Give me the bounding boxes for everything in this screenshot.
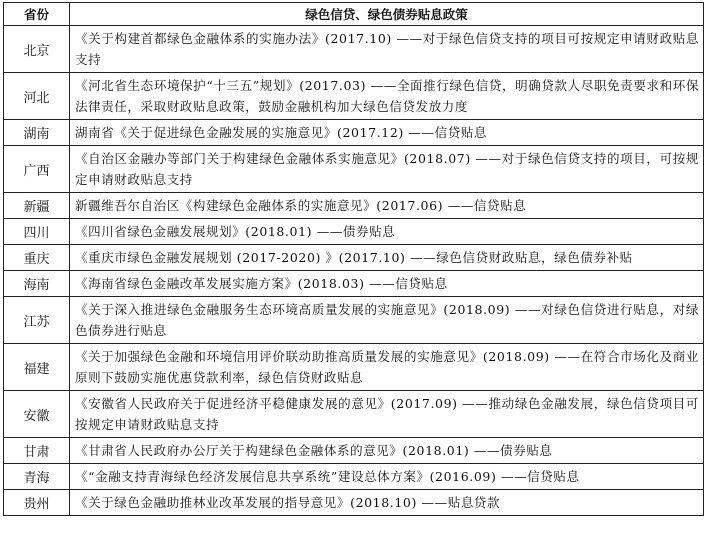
province-cell: 北京 xyxy=(4,26,70,73)
province-cell: 福建 xyxy=(4,344,70,391)
province-cell: 河北 xyxy=(4,73,70,120)
province-cell: 四川 xyxy=(4,219,70,245)
policy-cell: 《“金融支持青海绿色经济发展信息共享系统”建设总体方案》(2016.09) ——信贷贴息 xyxy=(70,464,704,490)
policy-cell: 湖南省《关于促进绿色金融发展的实施意见》(2017.12) ——信贷贴息 xyxy=(70,120,704,146)
column-header-province: 省份 xyxy=(4,3,70,26)
table-row xyxy=(4,73,704,120)
policy-cell: 《关于加强绿色金融和环境信用评价联动助推高质量发展的实施意见》(2018.09) ——在符合市场化及商业原则下鼓励实施优惠贷款利率，绿色信贷财政贴息 xyxy=(70,344,704,391)
table-row xyxy=(4,271,704,297)
table-row xyxy=(4,146,704,193)
policy-cell: 《四川省绿色金融发展规划》(2018.01) ——债券贴息 xyxy=(70,219,704,245)
table-row xyxy=(4,120,704,146)
province-cell: 贵州 xyxy=(4,490,70,516)
policy-cell: 《甘肃省人民政府办公厅关于构建绿色金融体系的意见》(2018.01) ——债券贴息 xyxy=(70,438,704,464)
table-row xyxy=(4,490,704,516)
province-cell: 广西 xyxy=(4,146,70,193)
policy-cell: 《关于构建首都绿色金融体系的实施办法》(2017.10) ——对于绿色信贷支持的项目可按规定申请财政贴息支持 xyxy=(70,26,704,73)
table-row xyxy=(4,391,704,438)
policy-cell: 新疆维吾尔自治区《构建绿色金融体系的实施意见》(2017.06) ——信贷贴息 xyxy=(70,193,704,219)
policy-table xyxy=(3,2,704,516)
policy-cell: 《海南省绿色金融改革发展实施方案》(2018.03) ——信贷贴息 xyxy=(70,271,704,297)
province-cell: 甘肃 xyxy=(4,438,70,464)
policy-cell: 《河北省生态环境保护“十三五”规划》(2017.03) ——全面推行绿色信贷，明确贷款人尽职免责要求和环保法律责任，采取财政贴息政策，鼓励金融机构加大绿色信贷发放力度 xyxy=(70,73,704,120)
province-cell: 青海 xyxy=(4,464,70,490)
province-cell: 重庆 xyxy=(4,245,70,271)
policy-cell: 《重庆市绿色金融发展规划 (2017-2020) 》(2017.10) ——绿色信贷财政贴息，绿色债券补贴 xyxy=(70,245,704,271)
policy-cell: 《安徽省人民政府关于促进经济平稳健康发展的意见》(2017.09) ——推动绿色金融发展，绿色信贷项目可按规定申请财政贴息支持 xyxy=(70,391,704,438)
table-row xyxy=(4,193,704,219)
table-row xyxy=(4,219,704,245)
province-cell: 安徽 xyxy=(4,391,70,438)
province-cell: 新疆 xyxy=(4,193,70,219)
province-cell: 江苏 xyxy=(4,297,70,344)
column-header-policy: 绿色信贷、绿色债券贴息政策 xyxy=(70,3,704,26)
policy-cell: 《关于深入推进绿色金融服务生态环境高质量发展的实施意见》(2018.09) ——对绿色信贷进行贴息，对绿色债券进行贴息 xyxy=(70,297,704,344)
table-row xyxy=(4,464,704,490)
table-row xyxy=(4,344,704,391)
table-row xyxy=(4,297,704,344)
table-row xyxy=(4,26,704,73)
province-cell: 湖南 xyxy=(4,120,70,146)
table-row xyxy=(4,438,704,464)
province-cell: 海南 xyxy=(4,271,70,297)
policy-cell: 《关于绿色金融助推林业改革发展的指导意见》(2018.10) ——贴息贷款 xyxy=(70,490,704,516)
policy-cell: 《自治区金融办等部门关于构建绿色金融体系实施意见》(2018.07) ——对于绿色信贷支持的项目，可按规定申请财政贴息支持 xyxy=(70,146,704,193)
table-row xyxy=(4,245,704,271)
table-header-row xyxy=(4,3,704,26)
